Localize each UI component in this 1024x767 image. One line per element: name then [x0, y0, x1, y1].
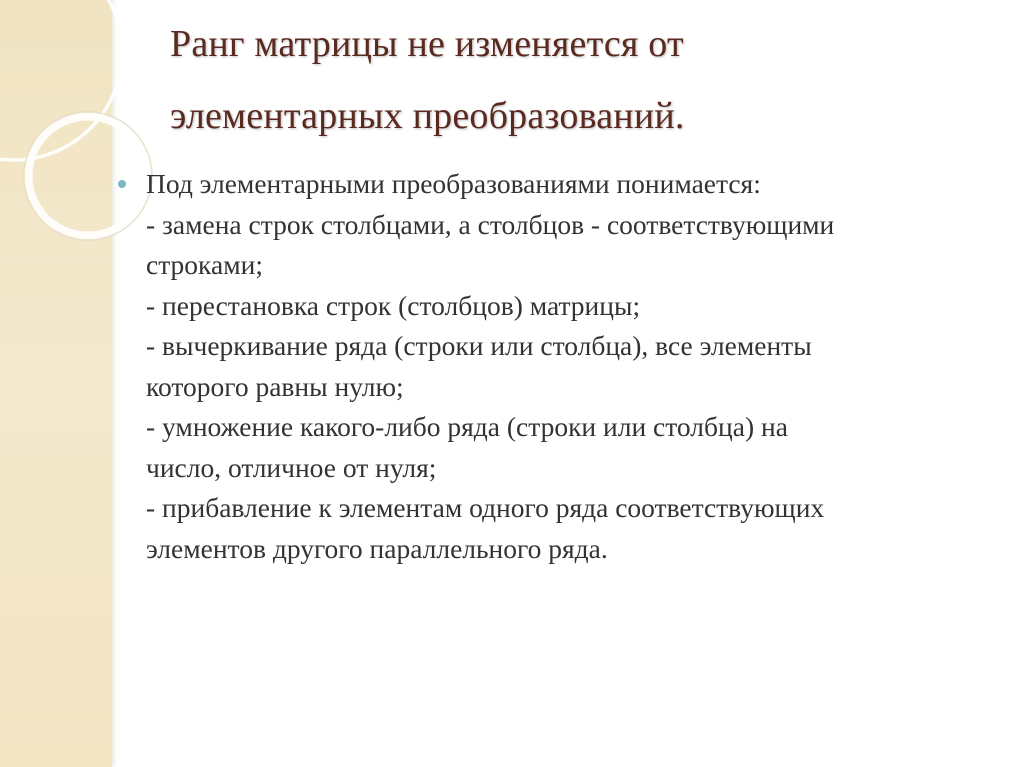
slide-title — [170, 8, 970, 152]
body-line: которого равны нулю; — [146, 370, 404, 402]
body-line: число, отличное от нуля; — [146, 451, 437, 483]
decorative-ring-small — [28, 116, 148, 236]
body-line: строками; — [146, 249, 263, 280]
slide-title-line-1: Ранг матрицы не изменяется от — [170, 23, 684, 65]
body-line: - вычеркивание ряда (строки или столбца), все элементы — [146, 330, 812, 361]
body-line: - замена строк столбцами, а столбцов - соответствующими — [146, 208, 835, 240]
body-intro: Под элементарными преобразованиями понимается: — [146, 168, 761, 199]
decorative-ring-large — [0, 0, 122, 160]
body-line: - умножение какого-либо ряда (строки или столбца) на — [146, 411, 788, 442]
body-line: - прибавление к элементам одного ряда соответствующих — [146, 492, 825, 523]
slide-title-line-2: элементарных преобразований. — [170, 95, 685, 137]
body-line: - перестановка строк (столбцов) матрицы; — [146, 289, 641, 321]
bullet-dot-icon — [118, 180, 126, 188]
body-line: элементов другого параллельного ряда. — [146, 532, 608, 564]
slide-body — [146, 164, 1016, 569]
